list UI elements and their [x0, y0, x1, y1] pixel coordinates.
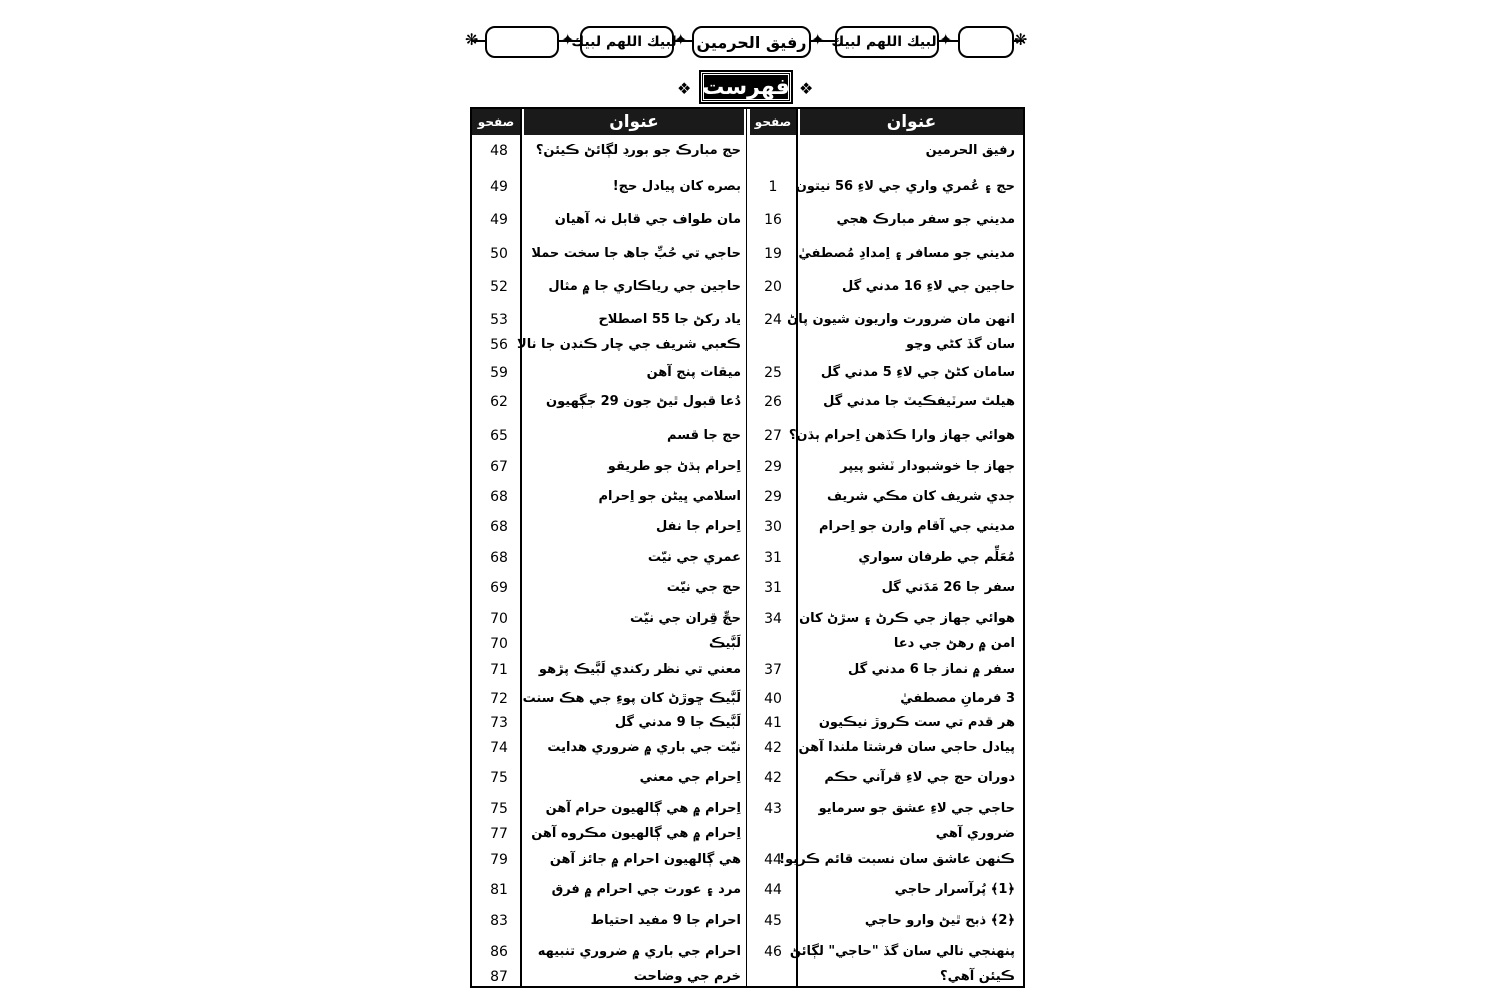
left-toc-page-number: 81 [490, 882, 508, 898]
left-toc-page-number: 74 [490, 740, 508, 756]
left-toc-page-number: 87 [490, 969, 508, 985]
left-toc-page-number: 49 [490, 179, 508, 195]
right-toc-topic: مديني جو مسافر ۽ اِمدادِ مُصطفيٰ [798, 246, 1015, 261]
right-toc-topic: دوران حج جي لاءِ قرآني حڪم [824, 770, 1015, 785]
left-toc-topic: اِحرام ۾ هي ڳالهيون حرام آهن [545, 801, 741, 816]
right-toc-page-number: 31 [764, 550, 782, 566]
left-toc-topic: ياد رکڻ جا 55 اصطلاح [598, 312, 741, 327]
left-toc-page-number: 75 [490, 801, 508, 817]
page-header [465, 18, 1030, 62]
left-toc-topic: اِحرام جا نفل [655, 519, 741, 534]
header-blank-box-right [958, 26, 1014, 58]
right-toc-topic: حاجي جي لاءِ عشق جو سرمايو [818, 801, 1015, 816]
left-toc-page-number: 69 [490, 580, 508, 596]
header-ornament-icon: ✦ [561, 30, 575, 49]
right-topic-header: عنوان [800, 109, 1023, 135]
left-toc-topic: بصره کان پيادل حج! [612, 179, 741, 194]
right-toc-page-number: 26 [764, 394, 782, 410]
left-toc-page-number: 56 [490, 337, 508, 353]
right-toc-page-number: 34 [764, 611, 782, 627]
left-toc-topic: خرم جي وضاحت [633, 969, 741, 984]
left-toc-topic: لَبَّيڪ ڇوڙڻ کان پوءِ جي هڪ سنت [522, 691, 741, 706]
right-toc-topic: جدي شريف کان مڪي شريف [826, 489, 1015, 504]
header-ornament-icon: ❋ [465, 30, 479, 49]
right-toc-page-number: 40 [764, 691, 782, 707]
left-toc-topic: لَبَّيڪ جا 9 مدني گل [614, 715, 741, 730]
left-toc-topic: حج مبارڪ جو بورڊ لڳائڻ ڪيئن؟ [535, 143, 741, 158]
left-toc-topic: عمري جي نيّت [647, 550, 741, 565]
left-toc-page-number: 70 [490, 636, 508, 652]
left-topic-header: عنوان [524, 109, 744, 135]
left-toc-topic: حاجي تي حُبِّ جاھ جا سخت حملا [531, 246, 741, 261]
left-toc-topic: حاجين جي رياڪاري جا ۾ مثال [548, 279, 741, 294]
right-toc-page-number: 29 [764, 489, 782, 505]
right-toc-page-number: 45 [764, 913, 782, 929]
title-block [675, 70, 820, 106]
right-toc-topic: ڪنهن عاشق سان نسبت قائم ڪريو! [779, 852, 1015, 867]
right-toc-topic: ﴿1﴾ پُرآسرار حاجي [894, 882, 1015, 897]
right-toc-page-number: 44 [764, 852, 782, 868]
right-toc-topic: حاجين جي لاءِ 16 مدني گل [842, 279, 1015, 294]
left-toc-page-number: 73 [490, 715, 508, 731]
left-toc-page-number: 67 [490, 459, 508, 475]
left-toc-topic: احرام جا 9 مفيد احتياط [590, 913, 741, 928]
right-toc-page-number: 27 [764, 428, 782, 444]
right-toc-topic: سان گڏ کڻي وڃو [905, 337, 1015, 352]
right-toc-page-number: 44 [764, 882, 782, 898]
left-toc-topic: اِحرام ٻڌڻ جو طريقو [607, 459, 741, 474]
right-toc-page-number: 24 [764, 312, 782, 328]
left-toc-page-number: 79 [490, 852, 508, 868]
right-toc-topic: سامان کڻڻ جي لاءِ 5 مدني گل [820, 365, 1015, 380]
left-toc-page-number: 70 [490, 611, 508, 627]
right-toc-topic: رفيق الحرمين [925, 143, 1015, 158]
left-toc-page-number: 77 [490, 826, 508, 842]
right-toc-topic: ضروري آهي [935, 826, 1015, 841]
right-toc-page-number: 20 [764, 279, 782, 295]
left-toc-page-number: 62 [490, 394, 508, 410]
header-ornament-icon: ✦ [811, 30, 825, 49]
left-toc-page-number: 68 [490, 519, 508, 535]
right-toc-topic: هوائي جهاز وارا ڪڏهن اِحرام ٻڌن؟ [788, 428, 1015, 443]
left-toc-page-number: 49 [490, 212, 508, 228]
left-toc-topic: ڪعبي شريف جي چار ڪنڊن جا نالا [517, 337, 741, 352]
header-labbaik-right [831, 26, 939, 58]
left-toc-page-number: 50 [490, 246, 508, 262]
left-toc-topic: حج جي نيّت [666, 580, 741, 595]
left-toc-page-number: 65 [490, 428, 508, 444]
left-page-header: صفحو [472, 109, 520, 135]
left-toc-topic: معني تي نظر رکندي لَبَّيڪ پڙهو [538, 662, 741, 677]
right-toc-topic: هر قدم تي ست ڪروڙ نيڪيون [818, 715, 1015, 730]
right-toc-topic: حج ۽ عُمري واري جي لاءِ 56 نيتون [795, 179, 1015, 194]
right-toc-topic: مُعَلِّم جي طرفان سواري [858, 550, 1015, 565]
right-toc-topic: مديني جي آقام وارن جو اِحرام [819, 519, 1015, 534]
right-toc-page-number: 19 [764, 246, 782, 262]
left-toc-page-number: 83 [490, 913, 508, 929]
header-book-title: رفيق الحرمين [692, 26, 811, 58]
header-ornament-icon: ❋ [1014, 30, 1028, 49]
left-toc-topic: هي ڳالهيون احرام ۾ جائز آهن [549, 852, 741, 867]
right-toc-topic: هوائي جهاز جي ڪرڻ ۽ سڙڻ کان [799, 611, 1015, 626]
header-labbaik-left-text: لبيك اللهم لبيك [571, 34, 677, 50]
right-toc-page-number: 37 [764, 662, 782, 678]
right-page-header: صفحو [750, 109, 796, 135]
contents-table [470, 107, 1025, 988]
left-toc-topic: دُعا قبول ٿيڻ جون 29 جڳهيون [546, 394, 741, 409]
left-toc-topic: اِحرام ۾ هي ڳالهيون مڪروه آهن [531, 826, 741, 841]
document-page [465, 18, 1030, 993]
right-toc-topic: ﴿2﴾ ذبح ٿيڻ وارو حاجي [864, 913, 1015, 928]
right-toc-page-number: 1 [768, 179, 778, 195]
right-toc-topic: امن ۾ رهڻ جي دعا [893, 636, 1015, 651]
left-toc-topic: حجِّ قِران جي نيّت [630, 611, 741, 626]
right-toc-page-number: 16 [764, 212, 782, 228]
left-toc-page-number: 59 [490, 365, 508, 381]
left-toc-page-number: 75 [490, 770, 508, 786]
right-toc-page-number: 25 [764, 365, 782, 381]
right-toc-topic: ڪيئن آهي؟ [940, 969, 1015, 984]
column-divider [746, 109, 747, 986]
left-toc-topic: احرام جي باري ۾ ضروري تنبيهه [537, 944, 741, 959]
right-toc-topic: جهاز جا خوشبودار ٽشو پيپر [840, 459, 1015, 474]
title-ornament-icon: ❖ [799, 79, 814, 98]
left-toc-page-number: 52 [490, 279, 508, 295]
right-toc-page-number: 41 [764, 715, 782, 731]
left-toc-page-number: 71 [490, 662, 508, 678]
left-toc-page-number: 72 [490, 691, 508, 707]
header-labbaik-left [571, 26, 677, 58]
left-toc-page-number: 86 [490, 944, 508, 960]
right-toc-page-number: 42 [764, 770, 782, 786]
header-ornament-icon: ✦ [674, 30, 688, 49]
right-toc-topic: سفر ۾ نماز جا 6 مدني گل [847, 662, 1015, 677]
right-toc-topic: 3 فرمانِ مصطفيٰ [900, 691, 1015, 706]
right-toc-topic: مديني جو سفر مبارڪ هجي [836, 212, 1015, 227]
header-blank-box-left [485, 26, 559, 58]
left-toc-topic: ميقات پنج آهن [646, 365, 741, 380]
right-toc-topic: سفر جا 26 مَدَني گل [881, 580, 1015, 595]
right-toc-topic: هيلٿ سرٽيفڪيٽ جا مدني گل [823, 394, 1015, 409]
left-toc-page-number: 48 [490, 143, 508, 159]
right-toc-page-number: 42 [764, 740, 782, 756]
header-labbaik-right-text: لبيك اللهم لبيك [831, 34, 937, 50]
page-title: فهرست [701, 72, 791, 102]
left-toc-page-number: 68 [490, 550, 508, 566]
right-toc-page-number: 31 [764, 580, 782, 596]
left-toc-topic: مان طواف جي قابل نہ آهيان [554, 212, 741, 227]
left-toc-topic: مرد ۽ عورت جي احرام ۾ فرق [551, 882, 741, 897]
left-toc-page-number: 53 [490, 312, 508, 328]
right-toc-page-number: 46 [764, 944, 782, 960]
left-toc-topic: نيّت جي باري ۾ ضروري هدايت [547, 740, 741, 755]
right-toc-page-number: 43 [764, 801, 782, 817]
right-toc-topic: انهن مان ضرورت واريون شيون پاڻ [787, 312, 1015, 327]
header-ornament-icon: ✦ [939, 30, 953, 49]
right-toc-page-number: 30 [764, 519, 782, 535]
right-toc-topic: پيادل حاجي سان فرشتا ملندا آهن [798, 740, 1015, 755]
left-toc-topic: حج جا قسم [667, 428, 741, 443]
left-toc-topic: اسلامي ڀيڻن جو اِحرام [598, 489, 741, 504]
left-toc-topic: اِحرام جي معني [639, 770, 741, 785]
title-ornament-icon: ❖ [677, 79, 692, 98]
left-toc-page-number: 68 [490, 489, 508, 505]
left-toc-topic: لَبَّيڪ [708, 636, 741, 651]
right-toc-page-number: 29 [764, 459, 782, 475]
right-toc-topic: پنهنجي نالي سان گڏ "حاجي" لڳائڻ [789, 944, 1015, 959]
